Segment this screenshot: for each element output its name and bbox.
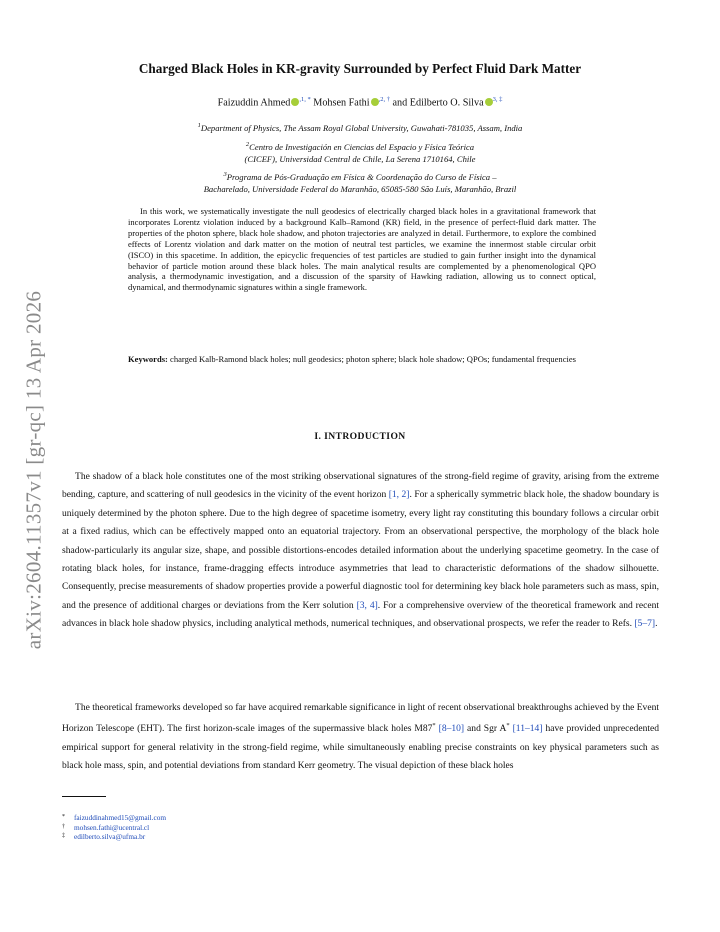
affiliation-text: Centro de Investigación en Ciencias del Espacio y Física Teórica bbox=[249, 141, 475, 152]
author-2-markers[interactable]: ,2, † bbox=[378, 96, 390, 103]
arxiv-side-label: arXiv:2604.11357v1 [gr-qc] 13 Apr 2026 bbox=[21, 290, 46, 650]
footnote bbox=[62, 832, 166, 842]
footnote-mark: † bbox=[62, 823, 65, 830]
affiliation-number: 1 bbox=[197, 122, 201, 129]
footnote bbox=[62, 823, 166, 833]
paper-title: Charged Black Holes in KR-gravity Surrounded by Perfect Fluid Dark Matter bbox=[138, 61, 582, 76]
section-heading: I. INTRODUCTION bbox=[314, 431, 406, 442]
paragraph-2 bbox=[62, 699, 659, 776]
footnote bbox=[62, 813, 166, 823]
author-3: Edilberto O. Silva bbox=[409, 97, 484, 109]
affiliation-text: Bacharelado, Universidade Federal do Maranhão, 65085-580 São Luís, Maranhão, Brazil bbox=[203, 183, 517, 194]
footnote-mark: ‡ bbox=[62, 833, 65, 840]
keywords-label: Keywords: bbox=[128, 354, 168, 364]
affiliation-number: 3 bbox=[223, 171, 227, 178]
body-text: . For a spherically symmetric black hole, the shadow boundary is uniquely determined by the photon sphere. Due to the high degree of spacetime isometry, every light ray constituting this boundary follows a circular orbit at a fixed radius, which can be effectively mapped onto an equatorial trajectory. From an observational perspective, the morphology of the black hole shadow-particularly its angular size, shape, and possible distortions-encodes detailed information about the underlying spacetime geometry. In the case of rotating black holes, for instance, frame-dragging effects introduce asymmetries that lead to characteristic deformations of the shadow silhouette. Consequently, precise measurements of shadow properties provide a powerful diagnostic tool for determining key black hole parameters such as mass, spin, and the presence of additional charges or deviations from the Kerr solution bbox=[62, 489, 659, 611]
affiliation-text: Department of Physics, The Assam Royal Global University, Guwahati-781035, Assam, India bbox=[200, 122, 523, 133]
author-2: Mohsen Fathi bbox=[313, 97, 370, 109]
body-text: have provided unprecedented empirical support for general relativity in the strong-field regime, while simultaneously enabling precise constraints on key physical parameters such as black hole mass, spin, and potential deviations from standard Kerr geometry. The visual depiction of these black holes bbox=[62, 723, 660, 772]
author-1-markers[interactable]: ,1, * bbox=[299, 96, 311, 103]
affiliation-text: (CICEF), Universidad Central de Chile, La Serena 1710164, Chile bbox=[244, 153, 476, 164]
asterisk: * bbox=[432, 722, 436, 730]
body-text: . bbox=[655, 618, 658, 630]
keywords-text: charged Kalb-Ramond black holes; null geodesics; photon sphere; black hole shadow; QPOs; fundamental frequencies bbox=[170, 354, 576, 364]
affiliation-text: Programa de Pós-Graduação em Física & Coordenação do Curso de Física – bbox=[226, 171, 497, 182]
orcid-icon[interactable] bbox=[485, 98, 493, 106]
author-1: Faizuddin Ahmed bbox=[217, 97, 291, 109]
author-line bbox=[0, 96, 720, 108]
body-text: The theoretical frameworks developed so far have acquired remarkable significance in light of recent observational breakthroughs achieved by the Event Horizon Telescope (EHT). The first horizon-scale images of the supermassive black holes M87 bbox=[62, 702, 659, 735]
citation-link[interactable]: [1, 2] bbox=[388, 489, 410, 501]
keywords bbox=[128, 354, 596, 365]
footnotes bbox=[62, 813, 166, 842]
affiliation-2 bbox=[0, 139, 720, 165]
abstract: In this work, we systematically investigate the null geodesics of electrically charged black holes in a gravitational framework that incorporates Lorentz violation induced by a background Kalb–Ramond (KR) field, in the presence of perfect-fluid dark matter. The properties of the photon sphere, black hole shadow, and photon trajectories are analyzed in detail. Furthermore, to explore the combined effects of Lorentz violation and dark matter on the motion of neutral test particles, we examine the innermost stable circular orbit (ISCO) in this spacetime. In addition, the epicyclic frequencies of test particles are studied to gain further insight into the dynamical behavior of particle motion around these black holes. The main analytical results are complemented by a phenomenological QPO analysis, a thermodynamic investigation, and a discussion of the sparsity of Hawking radiation, allowing us to connect optical, dynamical, and thermodynamic signatures within a single framework. bbox=[128, 206, 596, 293]
affiliation-number: 2 bbox=[245, 141, 250, 148]
email-link[interactable]: mohsen.fathi@ucentral.cl bbox=[74, 822, 150, 832]
footnote-mark: * bbox=[62, 814, 65, 820]
affiliation-1 bbox=[0, 120, 720, 134]
body-text: and Sgr A bbox=[464, 723, 507, 735]
author-3-markers[interactable]: 3, ‡ bbox=[492, 96, 503, 103]
citation-link[interactable]: [11–14] bbox=[512, 723, 543, 735]
citation-link[interactable]: [5–7] bbox=[634, 618, 656, 630]
citation-link[interactable]: [3, 4] bbox=[356, 599, 378, 611]
citation-link[interactable]: [8–10] bbox=[438, 723, 465, 735]
orcid-icon[interactable] bbox=[371, 98, 379, 106]
body-text: . For a comprehensive overview of the theoretical framework and recent advances in black hole shadow physics, including analytical methods, numerical techniques, and observational prospects, we refer the reader to Refs. bbox=[62, 599, 660, 630]
body-text: The shadow of a black hole constitutes one of the most striking observational signatures of the strong-field regime of gravity, arising from the extreme bending, capture, and scattering of null geodesics in the vicinity of the event horizon bbox=[62, 471, 659, 501]
footnote-rule bbox=[62, 796, 106, 797]
email-link[interactable]: faizuddinahmed15@gmail.com bbox=[74, 813, 167, 822]
and-word: and bbox=[392, 97, 408, 109]
email-link[interactable]: edilberto.silva@ufma.br bbox=[74, 832, 146, 842]
affiliation-3 bbox=[0, 169, 720, 195]
paragraph-1 bbox=[62, 468, 659, 634]
asterisk: * bbox=[506, 722, 510, 730]
